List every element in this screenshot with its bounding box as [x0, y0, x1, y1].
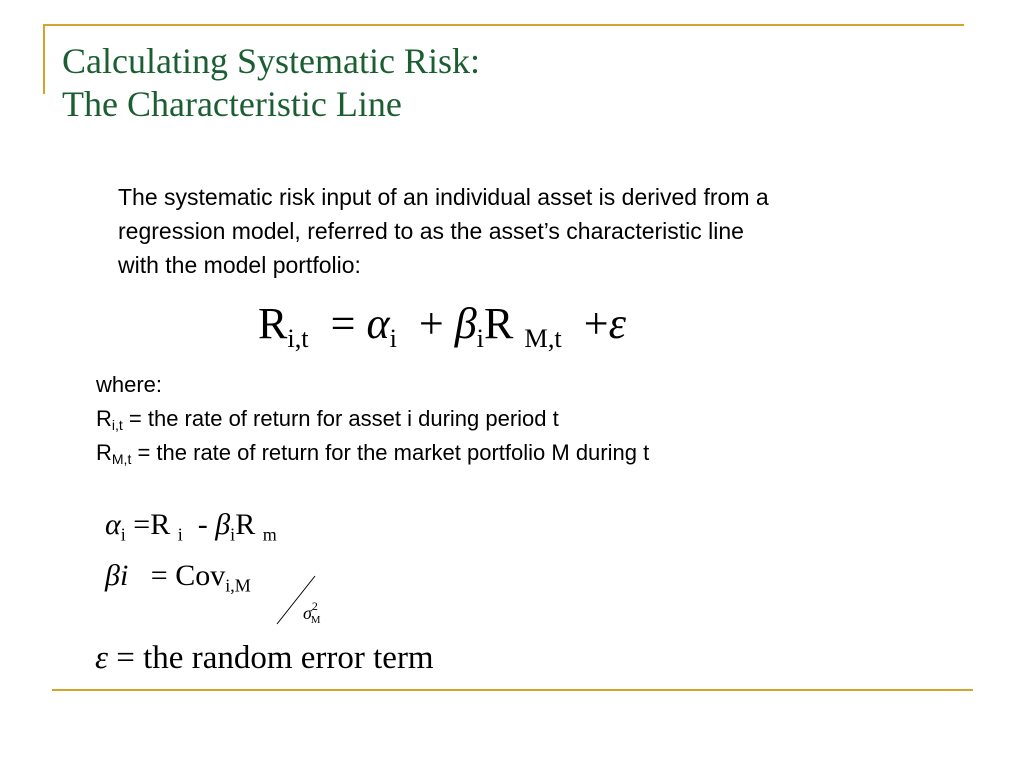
definition-market-return	[96, 436, 649, 470]
beta-subscript: i	[230, 524, 236, 545]
epsilon-equation	[95, 636, 434, 680]
slide-title	[62, 40, 480, 126]
return-symbol: R	[258, 299, 288, 348]
equals-sign: =	[150, 559, 168, 592]
plus-sign: +	[418, 299, 444, 348]
intro-line-3: with the model portfolio:	[118, 252, 361, 278]
variance-term	[303, 598, 321, 628]
covariance-text: Cov	[175, 559, 226, 592]
definition-symbol: R	[96, 406, 112, 431]
beta-equation	[105, 556, 251, 596]
return-symbol: R	[150, 508, 171, 541]
intro-line-1: The systematic risk input of an individual asset is derived from a	[118, 184, 769, 210]
alpha-equation	[105, 506, 277, 544]
sigma-subscript: M	[310, 613, 321, 626]
top-border-line	[43, 24, 964, 26]
market-return-symbol: R	[484, 299, 514, 348]
epsilon-symbol: ε	[95, 640, 109, 676]
bottom-border-line	[52, 689, 973, 691]
definition-symbol: R	[96, 440, 112, 465]
title-line-2: The Characteristic Line	[62, 84, 402, 124]
return-subscript: i,t	[287, 323, 309, 354]
left-border-line	[43, 24, 45, 94]
beta-symbol: β	[215, 508, 231, 541]
definition-subscript: i,t	[111, 417, 123, 433]
definitions-block	[96, 368, 649, 470]
definition-text: = the rate of return for the market portfolio M during t	[131, 440, 650, 465]
covariance-subscript: i,M	[225, 575, 251, 596]
minus-sign: -	[197, 508, 208, 541]
alpha-symbol: α	[366, 299, 390, 348]
definition-asset-return	[96, 402, 649, 436]
sigma-exponent: 2	[311, 599, 318, 613]
definition-subscript: M,t	[111, 451, 132, 467]
definition-text: = the rate of return for asset i during period t	[122, 406, 559, 431]
plus-sign-2: +	[583, 299, 609, 348]
beta-index: i	[119, 559, 129, 592]
beta-symbol: β	[105, 559, 120, 592]
equals-sign: =	[116, 640, 135, 676]
title-line-1: Calculating Systematic Risk:	[62, 41, 480, 81]
equals-sign: =	[133, 508, 151, 541]
beta-symbol: β	[454, 299, 477, 348]
beta-subscript: i	[476, 323, 484, 354]
alpha-subscript: i	[120, 524, 126, 545]
equals-sign: =	[330, 299, 356, 348]
intro-line-2: regression model, referred to as the asset’s characteristic line	[118, 218, 744, 244]
market-return-symbol: R	[235, 508, 256, 541]
alpha-subscript: i	[389, 323, 397, 354]
characteristic-line-equation	[258, 296, 626, 352]
market-return-subscript: M,t	[524, 323, 562, 354]
sigma-symbol: σ	[303, 603, 312, 623]
intro-paragraph	[118, 180, 938, 282]
alpha-symbol: α	[105, 508, 121, 541]
epsilon-symbol: ε	[608, 299, 626, 348]
epsilon-definition: the random error term	[143, 640, 434, 676]
return-subscript: i	[177, 524, 183, 545]
market-return-subscript: m	[262, 524, 277, 545]
where-label: where:	[96, 372, 163, 397]
